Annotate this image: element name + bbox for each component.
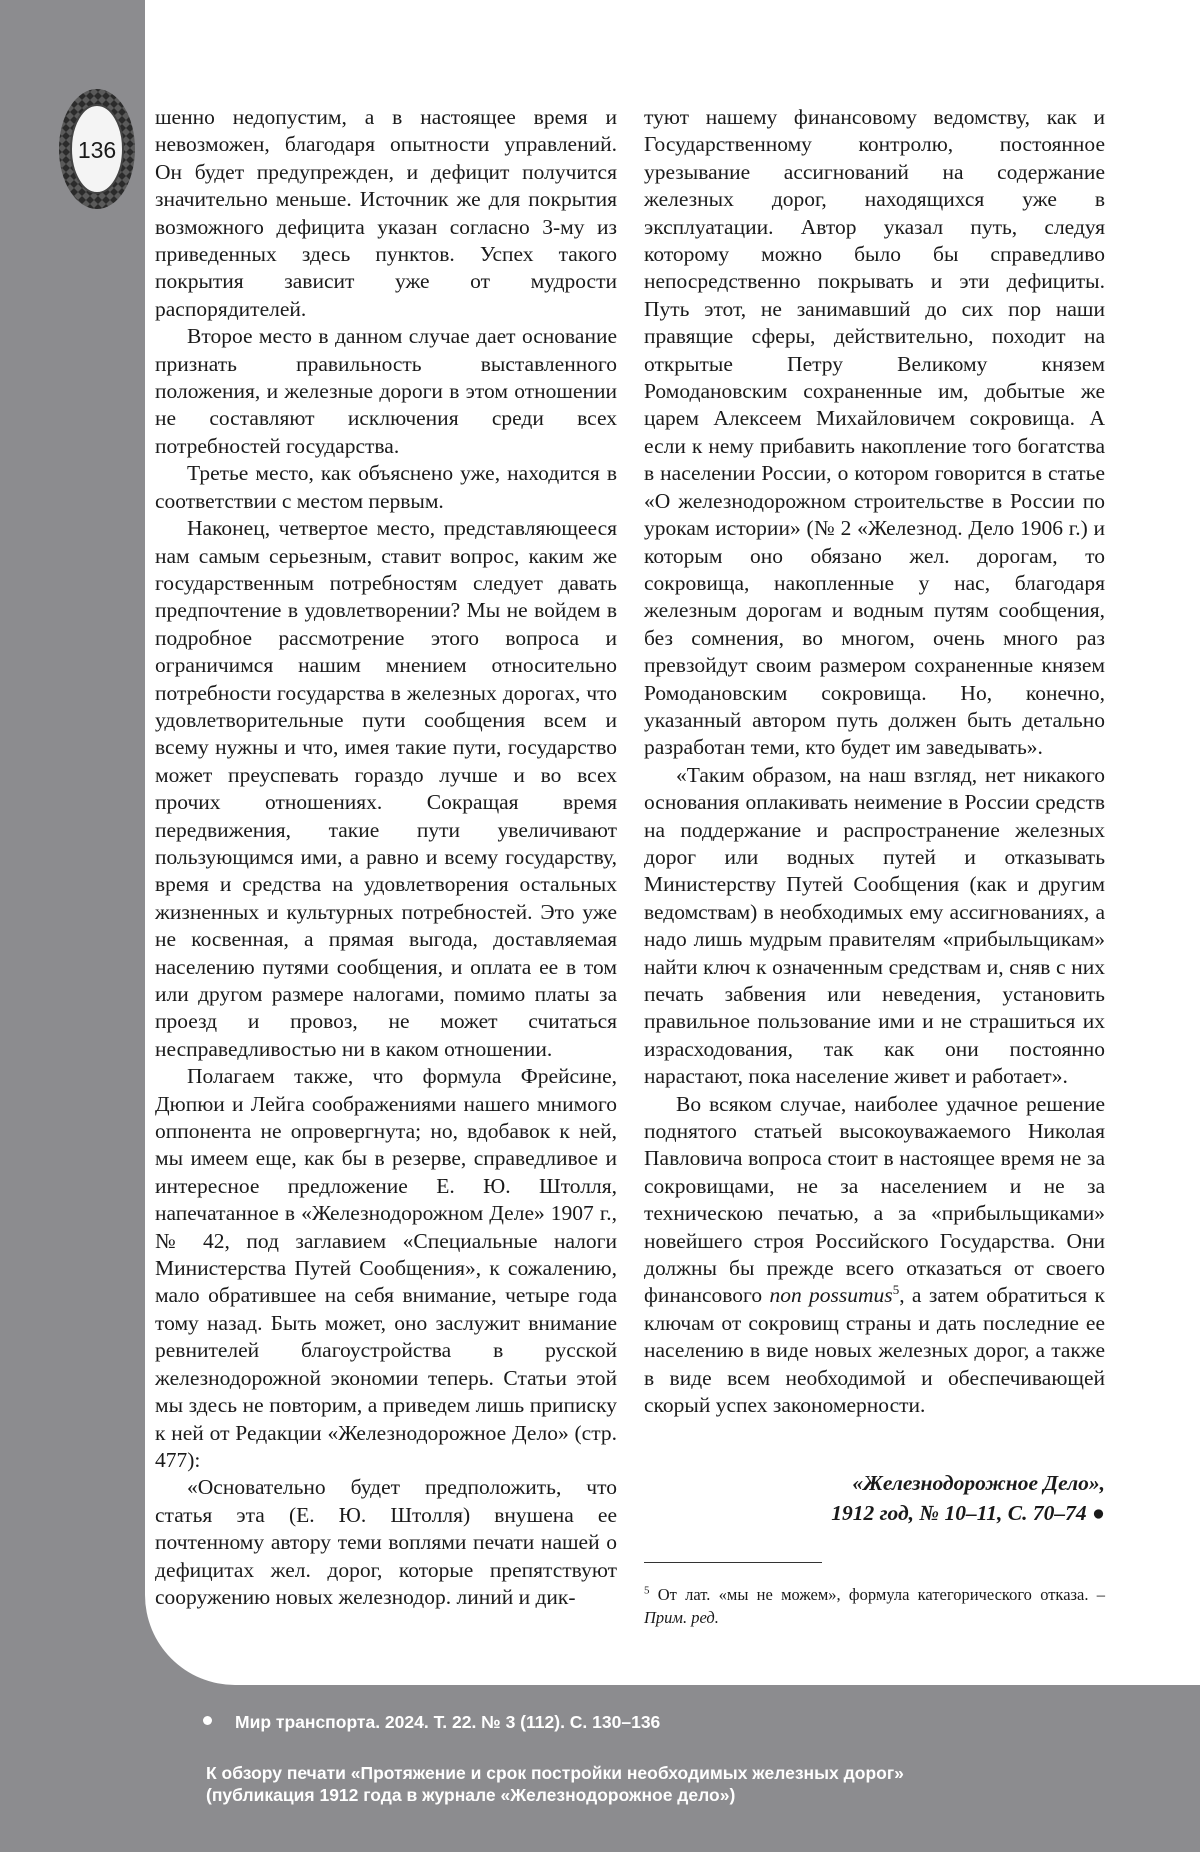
paragraph: Третье место, как объяснено уже, находится в соответствии с местом первым. — [155, 461, 617, 513]
paragraph — [644, 1091, 1105, 1420]
tire-icon — [58, 88, 136, 210]
paragraph: шенно недопустим, а в настоящее время и невозможен, благодаря опытности управлений. Он будет предупрежден, и дефицит получится значительно меньше. Источник же для покрытия возможного дефицита указан согласно 3-му из приведенных здесь пунктов. Успех такого покрытия зависит уже от мудрости распорядителей. — [155, 105, 617, 321]
paragraph: Полагаем также, что формула Фрейсине, Дюпюи и Лейга соображениями нашего мнимого оппонента не опровергнута; но, вдобавок к ней, мы имеем еще, как бы в резерве, справедливое и интересное предложение Е. Ю. Штолля, напечатанное в «Железнодорожном Деле» 1907 г., № 42, под заглавием «Специальные налоги Министерства Путей Сообщения», к сожалению, мало обратившее на себя внимание, четыре года тому назад. Быть может, оно заслужит внимание ревнителей благоустройства в русской железнодорожной экономии теперь. Статьи этой мы здесь не повторим, а приведем лишь приписку к ней от Редакции «Железнодорожное Дело» (стр. 477): — [155, 1064, 617, 1472]
paragraph: туют нашему финансовому ведомству, как и Государственному контролю, постоянное урезывание ассигнований на содержание железных дорог, находящихся уже в эксплуатации. Автор указал путь, следуя которому можно было бы справедливо непосредственно покрывать и эти дефициты. Путь этот, не занимавший до сих пор наши правящие сферы, действительно, походит на открытые Петру Великому князем Ромодановским сохраненные им, добытые же царем Алексеем Михайловичем сокровища. А если к нему прибавить накопление того богатства в населении России, о котором говорится в статье «О железнодорожном строительстве в России по урокам истории» (№ 2 «Железнод. Дело 1906 г.) и которым оно обязано жел. дорогам, то сокровища, накопленные у нас, благодаря железным дорогам и водным путям сообщения, без сомнения, во многом, очень много раз превзойдут своим размером сохраненные князем Ромодановским сокровища. Но, конечно, указанный автором путь должен быть детально разработан теми, кто будет им заведывать». — [644, 105, 1105, 760]
footnote-note: Прим. ред. — [644, 1607, 719, 1627]
footnote-ref: 5 — [892, 1282, 900, 1298]
source-citation — [644, 1468, 1105, 1528]
article-title-line: (публикация 1912 года в журнале «Железнодорожное дело») — [206, 1785, 736, 1805]
text-column-right — [644, 104, 1105, 1629]
paragraph: Наконец, четвертое место, представляющееся нам самым серьезным, ставит вопрос, каким же государственным потребностям следует давать предпочтение в удовлетворении? Мы не войдем в подробное рассмотрение этого вопроса и ограничимся нашим мнением относительно потребности государства в железных дорогах, что удовлетворительные пути сообщения всем и всему нужны и что, имея такие пути, государство может преуспевать гораздо лучше и во всех прочих отношениях. Сокращая время передвижения, такие пути увеличивают пользующимся ими, а равно и всему государству, время и средства на удовлетворения остальных жизненных и культурных потребностей. Это уже не косвенная, а прямая выгода, доставляемая населению путями сообщения, и оплата ее в том или другом размере налогами, помимо платы за проезд и провоз, не может считаться несправедливостью ни в каком отношении. — [155, 516, 617, 1061]
footnote-text: От лат. «мы не можем», формула категорического отказа. – — [657, 1584, 1105, 1604]
paragraph: «Основательно будет предположить, что статья эта (Е. Ю. Штолля) внушена ее почтенному автору теми воплями печати нашей о дефицитах жел. дорог, которые препятствуют сооружению новых железнодор. линий и дик- — [155, 1475, 617, 1609]
paragraph: Второе место в данном случае дает основание признать правильность выставленного положения, и железные дороги в этом отношении не составляют исключения среди всех потребностей государства. — [155, 324, 617, 458]
article-title-line: К обзору печати «Протяжение и срок постройки необходимых железных дорог» — [206, 1763, 904, 1783]
journal-reference: Мир транспорта. 2024. Т. 22. № 3 (112). С. 130–136 — [235, 1712, 661, 1732]
text-column-left — [155, 104, 617, 1611]
source-line: 1912 год, № 10–11, С. 70–74 — [831, 1500, 1087, 1525]
paragraph: «Таким образом, на наш взгляд, нет никакого основания оплакивать неимение в России средств на поддержание и распространение железных дорог или водных путей и отказывать Министерству Путей Сообщения (как и другим ведомствам) в необходимых ему ассигнованиях, а надо лишь мудрым правителям «прибыльщикам» найти ключ к означенным средствам и, сняв с них печать забвения или неведения, установить правильное пользование ими и не страшиться их израсходования, так как они постоянно нарастают, пока население живет и работает». — [644, 762, 1105, 1089]
footnote-divider — [644, 1562, 822, 1563]
page-number: 136 — [77, 137, 117, 163]
paragraph-text: Во всяком случае, наиболее удачное решение поднятого статьей высокоуважаемого Николая Павловича вопроса стоит в настоящее время не за сокровищами, не за населением и не за техническою печатью, а за «прибыльщиками» новейшего строя Российского Государства. Они должны бы прежде всего отказаться от своего финансового — [644, 1091, 1105, 1308]
footnote-number: 5 — [644, 1584, 650, 1596]
paragraph-text: , а затем обратиться к ключам от сокровищ страны и дать последние ее населению в виде новых железных дорог, а также в виде всем необходимой и обеспечивающей скорый успех закономерности. — [644, 1283, 1105, 1418]
source-line: «Железнодорожное Дело», — [852, 1470, 1105, 1495]
sidebar-frame — [0, 0, 145, 1852]
latin-phrase: non possumus — [769, 1283, 893, 1308]
footnote — [644, 1583, 1105, 1629]
bullet-icon — [203, 1716, 212, 1725]
end-mark: ● — [1092, 1500, 1105, 1525]
article-title — [206, 1762, 904, 1806]
